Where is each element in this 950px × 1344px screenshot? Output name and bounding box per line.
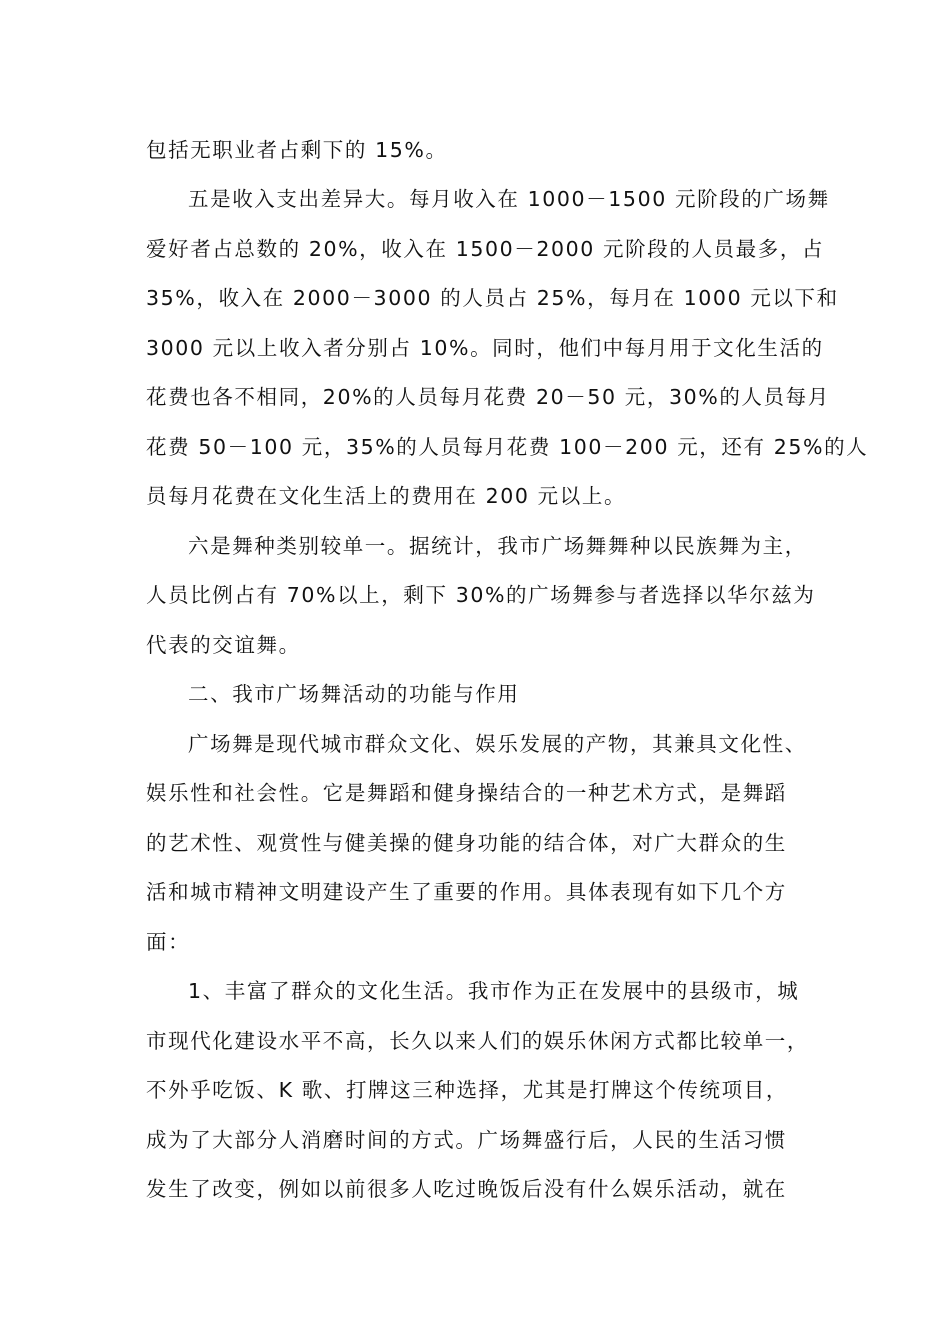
text-line: 市现代化建设水平不高，长久以来人们的娱乐休闲方式都比较单一， (146, 1029, 809, 1053)
text-line: 3000 元以上收入者分别占 10%。同时，他们中每月用于文化生活的 (146, 336, 824, 360)
text-line: 发生了改变，例如以前很多人吃过晚饭后没有什么娱乐活动，就在 (146, 1177, 787, 1201)
paragraph-dance-types-start: 六是舞种类别较单一。据统计，我市广场舞舞种以民族舞为主， (188, 534, 807, 558)
text-line: 花费 50－100 元，35%的人员每月花费 100－200 元，还有 25%的人 (146, 435, 869, 459)
paragraph-point-1-start: 1、丰富了群众的文化生活。我市作为正在发展中的县级市，城 (188, 979, 800, 1003)
text-line: 爱好者占总数的 20%，收入在 1500－2000 元阶段的人员最多，占 (146, 237, 825, 261)
text-line: 的艺术性、观赏性与健美操的健身功能的结合体，对广大群众的生 (146, 831, 787, 855)
text-line: 35%，收入在 2000－3000 的人员占 25%，每月在 1000 元以下和 (146, 286, 839, 310)
paragraph-functions-start: 广场舞是现代城市群众文化、娱乐发展的产物，其兼具文化性、 (188, 732, 807, 756)
text-line: 人员比例占有 70%以上，剩下 30%的广场舞参与者选择以华尔兹为 (146, 583, 816, 607)
paragraph-income-start: 五是收入支出差异大。每月收入在 1000－1500 元阶段的广场舞 (188, 187, 830, 211)
text-line: 成为了大部分人消磨时间的方式。广场舞盛行后，人民的生活习惯 (146, 1128, 787, 1152)
text-line: 包括无职业者占剩下的 15%。 (146, 138, 448, 162)
text-line: 花费也各不相同，20%的人员每月花费 20－50 元，30%的人员每月 (146, 385, 830, 409)
text-line: 不外乎吃饭、K 歌、打牌这三种选择，尤其是打牌这个传统项目， (146, 1078, 788, 1102)
text-line: 活和城市精神文明建设产生了重要的作用。具体表现有如下几个方 (146, 880, 787, 904)
section-heading: 二、我市广场舞活动的功能与作用 (188, 682, 520, 706)
text-line: 员每月花费在文化生活上的费用在 200 元以上。 (146, 484, 627, 508)
text-line: 面： (146, 930, 191, 954)
text-line: 代表的交谊舞。 (146, 633, 301, 657)
text-line: 娱乐性和社会性。它是舞蹈和健身操结合的一种艺术方式，是舞蹈 (146, 781, 787, 805)
